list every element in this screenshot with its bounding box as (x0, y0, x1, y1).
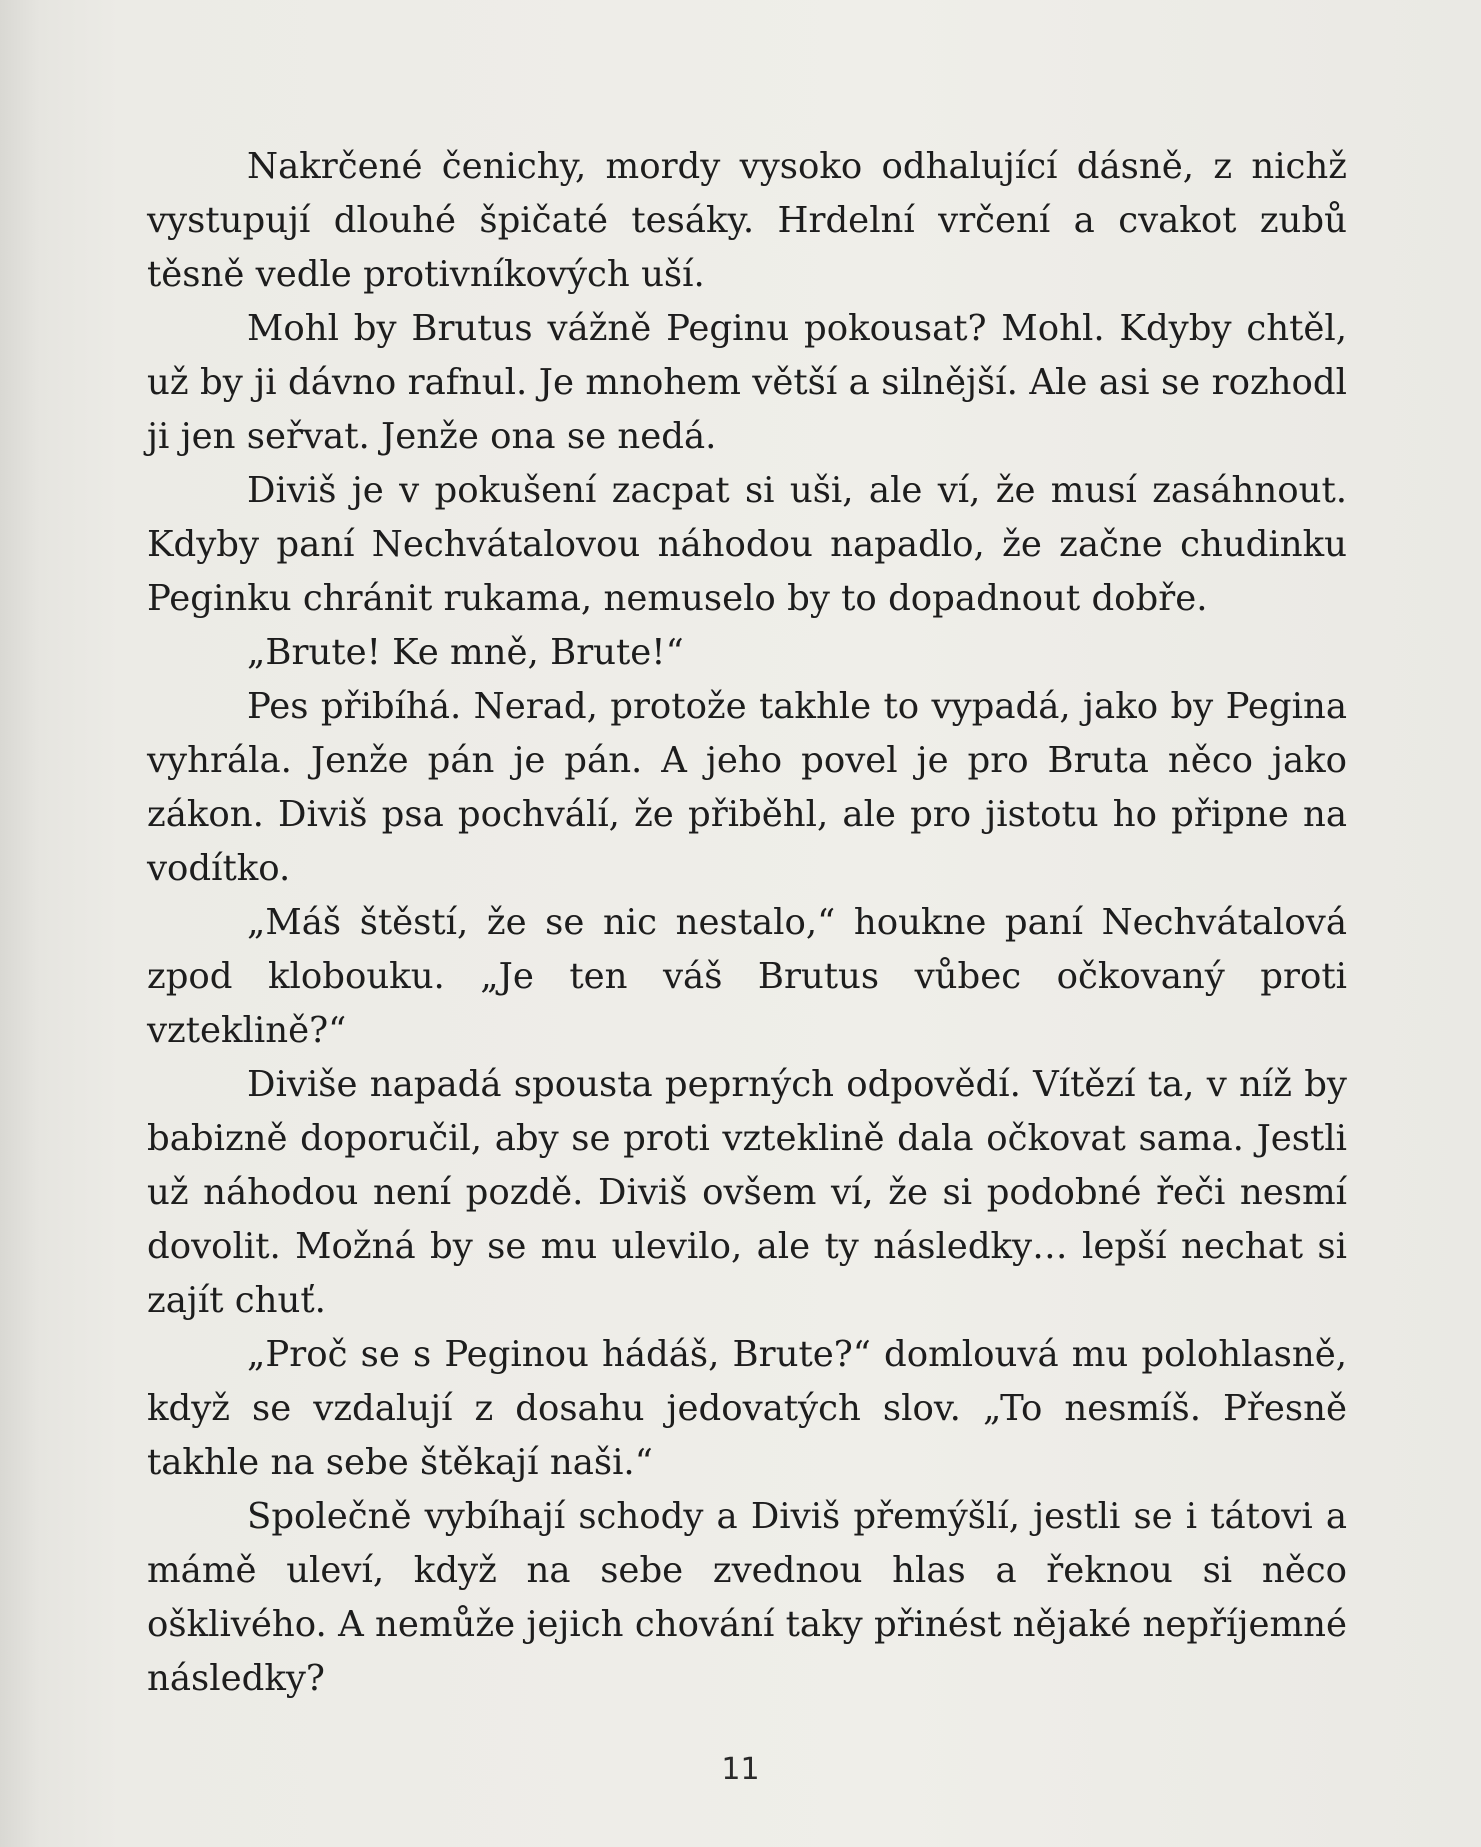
paragraph-1: Nakrčené čenichy, mordy vysoko odhalující dásně, z nichž vystupují dlouhé špičaté tesáky. Hrdelní vrčení a cvakot zubů těsně vedle protivníkových uší. (147, 146, 1347, 295)
paragraph-9: Společně vybíhají schody a Diviš přemýšlí, jestli se i tátovi a mámě uleví, když na sebe zvednou hlas a řeknou si něco ošklivého. A nemůže jejich chování taky přinést nějaké nepříjemné následky? (147, 1496, 1347, 1699)
paragraph-4: „Brute! Ke mně, Brute!“ (247, 632, 684, 673)
paragraph-7: Diviše napadá spousta peprných odpovědí. Vítězí ta, v níž by babizně doporučil, aby se proti vzteklině dala očkovat sama. Jestli už náhodou není pozdě. Diviš ovšem ví, že si podobné řeči nesmí dovolit. Možná by se mu ulevilo, ale ty následky… lepší nechat si zajít chuť. (147, 1064, 1347, 1321)
paragraph-5: Pes přibíhá. Nerad, protože takhle to vypadá, jako by Pegina vyhrála. Jenže pán je pán. A jeho povel je pro Bruta něco jako zákon. Diviš psa pochválí, že přiběhl, ale pro jistotu ho připne na vodítko. (147, 686, 1347, 889)
paragraph-2: Mohl by Brutus vážně Peginu pokousat? Mohl. Kdyby chtěl, už by ji dávno rafnul. Je mnohem větší a silnější. Ale asi se rozhodl ji jen seřvat. Jenže ona se nedá. (147, 308, 1347, 457)
paragraph-8: „Proč se s Peginou hádáš, Brute?“ domlouvá mu polohlasně, když se vzdalují z dosahu jedovatých slov. „To nesmíš. Přesně takhle na sebe štěkají naši.“ (147, 1334, 1347, 1483)
paragraph-6: „Máš štěstí, že se nic nestalo,“ houkne paní Nechvátalová zpod klobouku. „Je ten váš Brutus vůbec očkovaný proti vzteklině?“ (147, 902, 1347, 1051)
body-text (147, 140, 1347, 1706)
page-number: 11 (721, 1752, 760, 1787)
paragraph-3: Diviš je v pokušení zacpat si uši, ale ví, že musí zasáhnout. Kdyby paní Nechvátalovou náhodou napadlo, že začne chudinku Peginku chránit rukama, nemuselo by to dopadnout dobře. (147, 470, 1347, 619)
